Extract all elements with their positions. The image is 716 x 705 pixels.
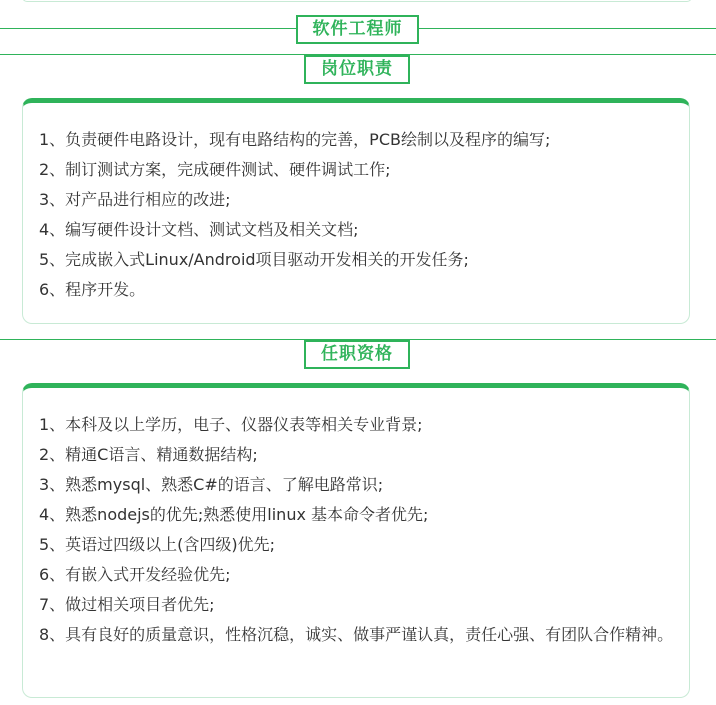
duty-item-2: 2、制订测试方案，完成硬件测试、硬件调试工作;: [39, 160, 391, 179]
qualifications-card: [22, 383, 690, 698]
duty-item-4: 4、编写硬件设计文档、测试文档及相关文档;: [39, 220, 359, 239]
duty-item-3: 3、对产品进行相应的改进;: [39, 190, 231, 209]
duties-list: [39, 125, 679, 305]
qualification-item-2: 2、精通C语言、精通数据结构;: [39, 445, 258, 464]
duty-item-1: 1、负责硬件电路设计，现有电路结构的完善，PCB绘制以及程序的编写;: [39, 130, 551, 149]
previous-card-edge: [22, 0, 692, 2]
qualification-item-4: 4、熟悉nodejs的优先;熟悉使用linux 基本命令者优先;: [39, 505, 429, 524]
duties-heading-tag: 岗位职责: [304, 55, 410, 84]
qualifications-heading-tag: 任职资格: [304, 340, 410, 369]
duty-item-5: 5、完成嵌入式Linux/Android项目驱动开发相关的开发任务;: [39, 250, 469, 269]
qualification-item-8: 8、具有良好的质量意识，性格沉稳，诚实、做事严谨认真，责任心强、有团队合作精神。: [39, 625, 674, 644]
qualification-item-5: 5、英语过四级以上(含四级)优先;: [39, 535, 276, 554]
duty-item-6: 6、程序开发。: [39, 280, 146, 299]
qualification-item-3: 3、熟悉mysql、熟悉C#的语言、了解电路常识;: [39, 475, 384, 494]
job-title-tag: 软件工程师: [296, 15, 419, 44]
qualification-item-7: 7、做过相关项目者优先;: [39, 595, 215, 614]
qualification-item-6: 6、有嵌入式开发经验优先;: [39, 565, 231, 584]
qualification-item-1: 1、本科及以上学历，电子、仪器仪表等相关专业背景;: [39, 415, 423, 434]
duties-card: [22, 98, 690, 324]
qualifications-list: [39, 410, 679, 650]
